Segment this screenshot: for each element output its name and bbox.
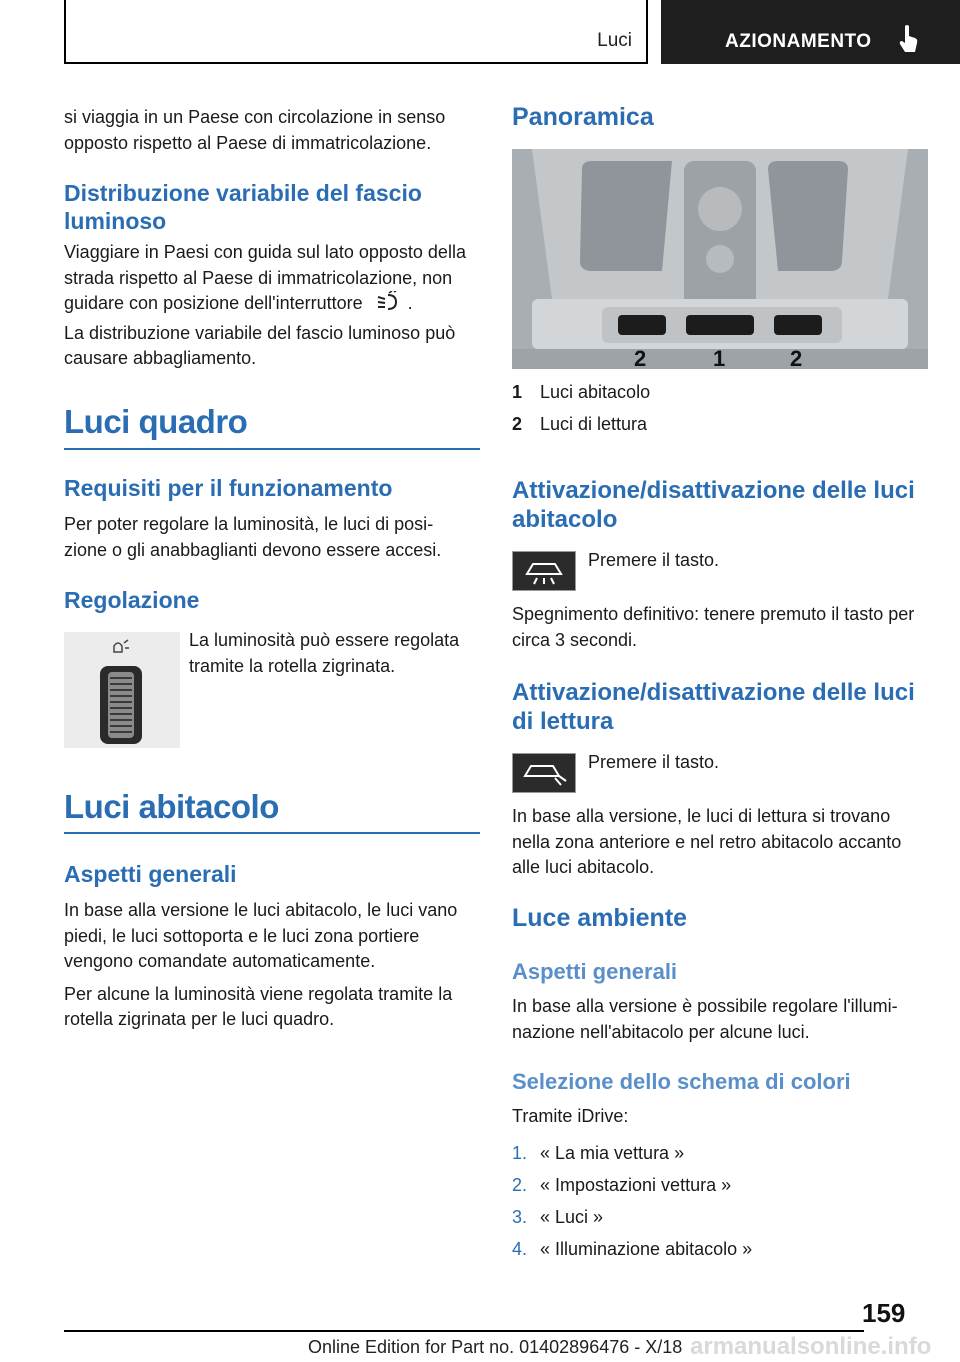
header-chapter-tab — [661, 0, 960, 64]
intro-text: si viaggia in un Paese con circolazione in senso opposto rispetto al Paese di immatricolazione. — [64, 107, 446, 153]
list-item-number: 4. — [512, 1239, 528, 1259]
paragraph-premere-2: Premere il tasto. — [588, 752, 720, 772]
heading-requisiti: Requisiti per il funzionamento — [64, 475, 393, 501]
list-item-number: 1. — [512, 1143, 528, 1163]
heading-distribuzione: Distribuzione variabile del fascio luminoso — [64, 180, 422, 234]
header-section-label: Luci — [597, 30, 632, 51]
legend-item — [512, 382, 928, 414]
heading-luci-abitacolo: Luci abitacolo — [64, 788, 279, 825]
photo-label-2-left: 2 — [634, 346, 647, 371]
heading-regolazione: Regolazione — [64, 587, 200, 613]
heading-att-abitacolo: Attivazione/disattivazione delle luci abitacolo — [512, 477, 915, 533]
paragraph-spegnimento: Spegnimento definitivo: tenere premuto il tasto per circa 3 secondi. — [512, 604, 915, 650]
heading-aspetti-generali: Aspetti generali — [64, 861, 237, 887]
paragraph-distribuzione — [64, 240, 482, 372]
paragraph-regolazione: La luminosità può essere regolata tramite la rotella zigrinata. — [189, 630, 460, 676]
dimmer-wheel-image — [64, 632, 180, 748]
overhead-console-photo — [512, 149, 928, 369]
list-item-number: 2. — [512, 1175, 528, 1195]
list-item-number: 3. — [512, 1207, 528, 1227]
legend-text: Luci abitacolo — [540, 382, 651, 402]
paragraph-tramite: Tramite iDrive: — [512, 1106, 629, 1126]
heading-luci-quadro: Luci quadro — [64, 403, 248, 440]
reading-light-key-icon — [512, 753, 576, 793]
paragraph-lettura: In base alla versione, le luci di lettura si trovano nella zona anteriore e nel retro abitacolo accanto alle luci abitacolo. — [512, 806, 902, 877]
list-item-text: « Luci » — [540, 1207, 604, 1227]
legend-item — [512, 414, 928, 446]
paragraph-ambiente: In base alla versione è possibile regolare l'illuminazione nell'abitacolo per alcune luci. — [512, 996, 898, 1042]
headlight-switch-icon — [374, 291, 402, 321]
heading-panoramica: Panoramica — [512, 103, 654, 131]
legend-text: Luci di lettura — [540, 414, 648, 434]
list-item — [512, 1239, 928, 1271]
left-column — [64, 105, 480, 156]
heading-selezione: Selezione dello schema di colori — [512, 1069, 851, 1094]
list-item-text: « Illuminazione abitacolo » — [540, 1239, 753, 1259]
list-item — [512, 1143, 928, 1175]
footer-watermark: armanualsonline.info — [690, 1333, 932, 1360]
photo-legend — [512, 382, 928, 446]
list-item-text: « La mia vettura » — [540, 1143, 685, 1163]
legend-num: 1 — [512, 382, 523, 402]
header-section-tab — [64, 0, 648, 64]
heading-rule — [64, 448, 480, 450]
pointing-hand-icon — [897, 24, 919, 54]
legend-num: 2 — [512, 414, 523, 434]
header-chapter-label: AZIONAMENTO — [725, 31, 872, 52]
paragraph-aspetti-1: In base alla versione le luci abitacolo, le luci vano piedi, le luci sottoporta e le luci zona portiere vengono comandate automaticamente. — [64, 900, 458, 971]
list-item — [512, 1175, 928, 1207]
paragraph-distribuzione-2: La distribuzione variabile del fascio luminoso può causare abbagliamento. — [64, 322, 456, 368]
footer-rule — [64, 1330, 864, 1332]
footer-edition — [308, 1337, 682, 1358]
idrive-steps-list — [512, 1143, 928, 1271]
interior-light-key-icon — [512, 551, 576, 591]
list-item-text: « Impostazioni vettura » — [540, 1175, 732, 1195]
paragraph-aspetti-2: Per alcune la luminosità viene regolata tramite la rotella zigrinata per le luci quadro. — [64, 983, 453, 1029]
heading-rule-2 — [64, 832, 480, 834]
photo-label-2-right: 2 — [790, 346, 803, 371]
paragraph-requisiti: Per poter regolare la luminosità, le luci di posizione o gli anabbaglianti devono essere accesi. — [64, 514, 442, 560]
heading-luce-ambiente: Luce ambiente — [512, 904, 688, 932]
photo-label-1: 1 — [713, 346, 726, 371]
page-number: 159 — [862, 1298, 906, 1328]
footer-edition-text: Online Edition for Part no. 01402896476 - X/18 — [308, 1337, 683, 1357]
paragraph-distribuzione-dot: . — [407, 293, 413, 313]
heading-att-lettura: Attivazione/disattivazione delle luci di lettura — [512, 679, 915, 735]
heading-aspetti-generali-2: Aspetti generali — [512, 959, 678, 984]
list-item — [512, 1207, 928, 1239]
paragraph-premere-1: Premere il tasto. — [588, 550, 720, 570]
paragraph-distribuzione-text: Viaggiare in Paesi con guida sul lato opposto della strada rispetto al Paese di immatricolazione, non guidare con posizione dell'interruttore — [64, 242, 466, 313]
